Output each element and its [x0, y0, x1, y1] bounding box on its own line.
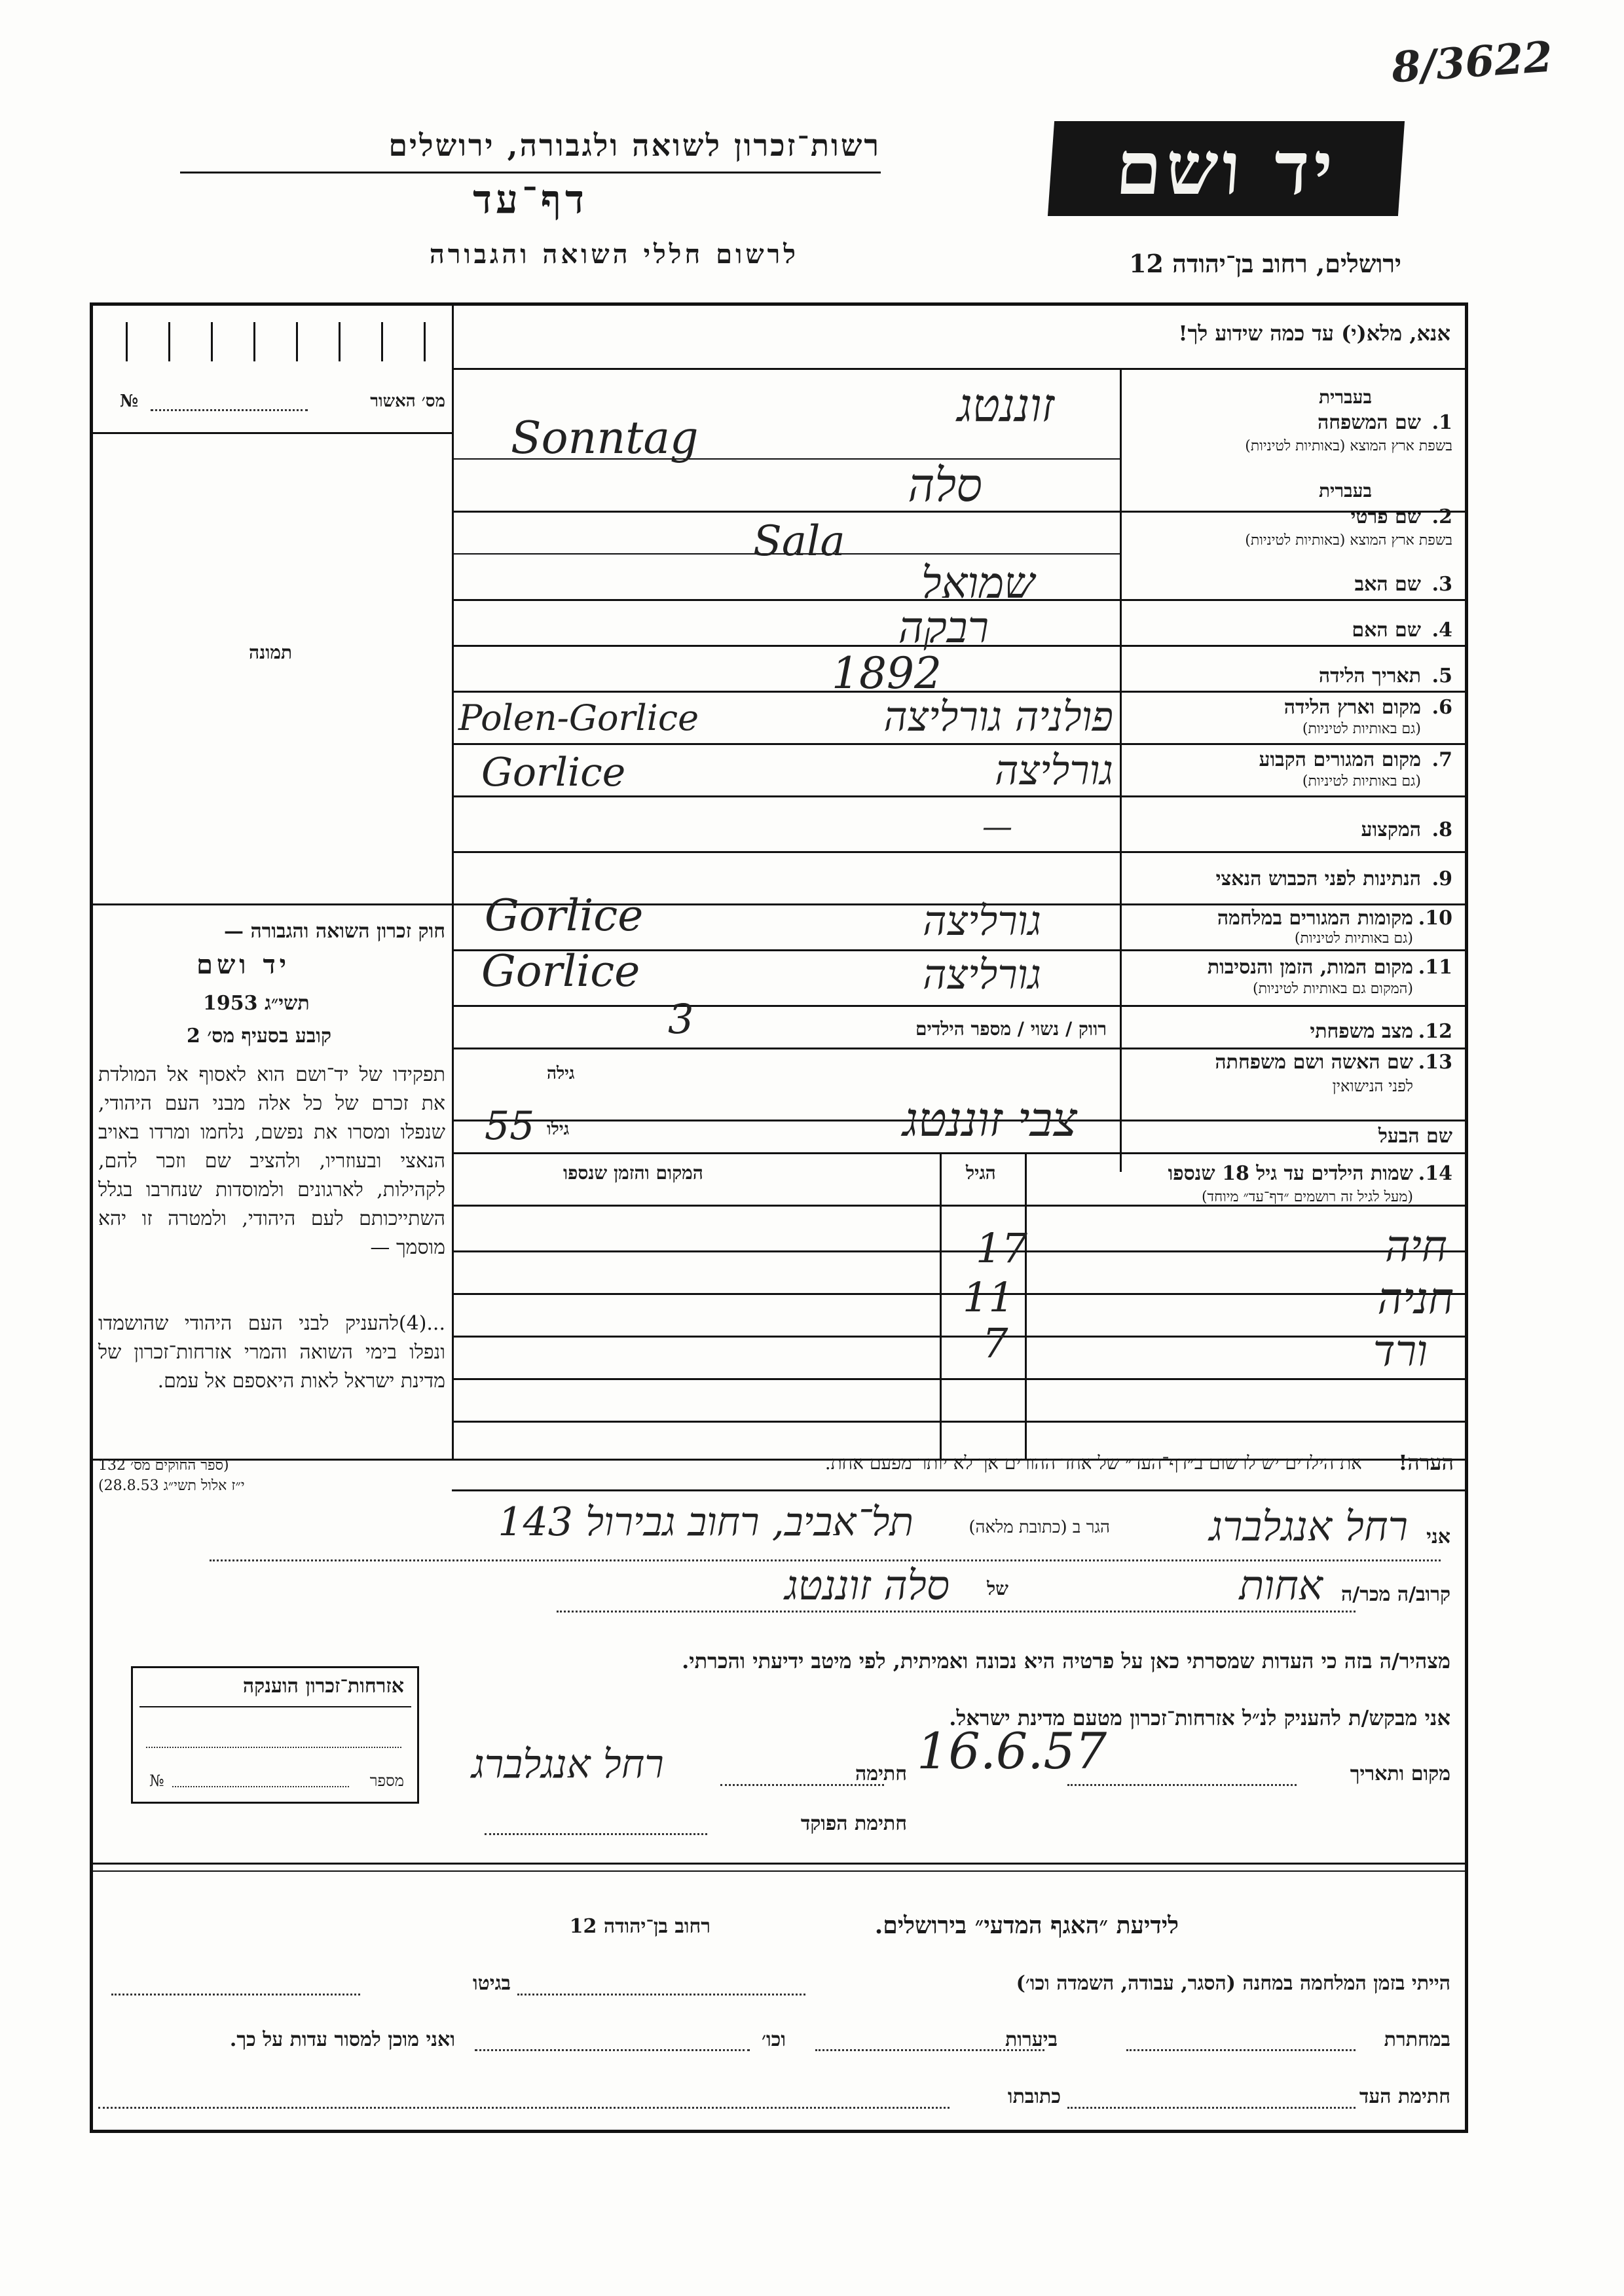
footer-separator [92, 1863, 1467, 1865]
form-subtitle: לרשום חללי השואה והגבורה [429, 239, 799, 270]
yad-vashem-logo [1048, 121, 1405, 216]
citizenship-box-no: № [149, 1772, 164, 1790]
husband-age-label: גילו [547, 1120, 570, 1139]
row-line [452, 1336, 1467, 1338]
field-1-note: בשפת ארץ המוצא (באותיות לטיניות) [1245, 438, 1452, 454]
children-table-divider [940, 1152, 942, 1460]
field-6-note: (גם באותיות לטיניות) [1302, 721, 1421, 737]
field-8-value[interactable]: — [982, 809, 1012, 844]
divider [92, 903, 453, 905]
citizenship-box [131, 1666, 419, 1804]
row-line [452, 1005, 1467, 1007]
law-logo: יד ושם [196, 949, 291, 980]
field-2-label: שם פרטי [1350, 505, 1421, 528]
footer-title: לידיעת ״האגף המדעי״ בירושלים. [874, 1912, 1179, 1939]
left-column-divider [452, 302, 454, 1459]
divider [92, 432, 453, 434]
of-label: של [987, 1578, 1008, 1599]
footer-separator [92, 1870, 1467, 1872]
row-line [452, 795, 1467, 797]
tick-boxes [93, 306, 450, 378]
citizenship-box-number: מספר [369, 1772, 404, 1790]
row-line [452, 1489, 1467, 1491]
officer-signature-line [485, 1833, 707, 1835]
field-11-number: 11. [1418, 956, 1452, 979]
children-label: שמות הילדים עד גיל 18 שנספו [1168, 1162, 1413, 1185]
witness-address-field[interactable] [98, 2107, 950, 2109]
etc-field[interactable] [475, 2049, 750, 2051]
child-3-age[interactable]: 7 [982, 1319, 1008, 1367]
law-citation-1: (ספר החוקים מס׳ 132 [98, 1457, 229, 1474]
camp-field[interactable] [517, 1994, 805, 1995]
field-11-label: מקום המות, הזמן והנסיבות [1207, 956, 1413, 979]
declarant-name[interactable]: רחל אנגלברג [1209, 1503, 1408, 1550]
signature-label: חתימה [855, 1762, 907, 1785]
field-5-number: 5. [1431, 665, 1452, 687]
signature-value[interactable]: רחל אנגלברג [471, 1741, 664, 1787]
child-2-name[interactable]: חניה [1377, 1273, 1454, 1324]
children-number: 14. [1418, 1162, 1452, 1185]
relation-line [557, 1611, 1356, 1613]
place-date-line [1067, 1784, 1297, 1786]
field-10-label: מקומות המגורים במלחמה [1217, 907, 1413, 930]
address-value[interactable]: תל־אביב, רחוב גבירול 143 [498, 1499, 913, 1545]
resides-label: הגר ב (כתובת מלאה) [969, 1518, 1110, 1537]
row-line [452, 1250, 1467, 1252]
field-2-value-hebrew[interactable]: סלה [908, 458, 982, 512]
footer-line1-a: הייתי בזמן המלחמה במחנה (הסגר, עבודה, השמדה וכו׳) [1016, 1972, 1450, 1995]
husband-value[interactable]: צבי זוננטג [902, 1092, 1077, 1147]
photo-label: תמונה [249, 642, 293, 663]
signature-line [720, 1784, 884, 1786]
row-line [452, 1378, 1467, 1380]
field-2-value-latin[interactable]: Sala [753, 517, 845, 566]
children-note: (מעל לגיל זה רושמים ״דף־עד״ מיוחד) [1201, 1189, 1413, 1205]
logo-text: יד ושם [1113, 126, 1340, 211]
field-9-number: 9. [1431, 867, 1452, 890]
law-body: תפקידו של יד־ושם הוא לאסוף אל המולדת את זכרם של כל אלה מבני העם היהודי, שנפלו ומסרו את נפשם, נלחמו ומרדו באויב הנאצי ובעוזריו, ולהציב שם וזכר להם, לקהילות, לארגונים ולמוסדות שנחרבו בגלל השתייכותם לעם היהודי, ולמטרה זו יהא מוסמך — [98, 1063, 445, 1259]
archive-number: 8/3622 [1390, 32, 1555, 93]
footer-line2-d: ואני מוכן למסור עדות על כך. [229, 2028, 455, 2051]
form-instruction: אנא, מלא(י) עד כמה שידוע לך! [1178, 321, 1450, 346]
footer-line2-a: במחתרת [1384, 2028, 1450, 2051]
field-1-label: שם המשפחה [1317, 411, 1421, 434]
field-7-value-latin[interactable]: Gorlice [481, 750, 626, 795]
forests-field[interactable] [815, 2049, 1044, 2051]
law-clause: ...(4)להעניק לבני העם היהודי שהושמדו ונפלו בימי השואה והמרי אזרחות־זכרון של מדינת ישראל לאות היאספם אל עמם. [98, 1312, 445, 1393]
authority-line: רשות־זכרון לשואה ולגבורה, ירושלים [388, 128, 881, 163]
footer-line3-b: כתובתו [1007, 2085, 1061, 2108]
divider [452, 368, 1467, 370]
place-date-label: מקום ותאריך [1350, 1762, 1450, 1785]
law-title: חוק זכרון השואה והגבורה — [224, 920, 445, 943]
field-2-hebrew-header: בעברית [1318, 480, 1372, 501]
relative-label: קרוב/ה מכר/ה [1341, 1583, 1450, 1606]
field-11-value-hebrew[interactable]: גורליצה [923, 951, 1041, 998]
row-line [452, 1421, 1467, 1423]
field-8-label: המקצוע [1361, 818, 1421, 841]
field-13-number: 13. [1418, 1051, 1452, 1074]
law-year: תשי״ג 1953 [203, 992, 310, 1015]
footer-line1-b: בגיטו [472, 1972, 511, 1995]
field-1-value-latin[interactable]: Sonntag [511, 412, 699, 464]
field-13-note: לפני הנישואין [1332, 1077, 1413, 1095]
field-5-label: תאריך הלידה [1318, 665, 1421, 687]
field-3-label: שם האב [1354, 573, 1421, 596]
citizenship-box-title: אזרחות־זכרון הוענקה [242, 1675, 404, 1698]
declaration-i-label: אני [1426, 1525, 1450, 1548]
officer-signature-label: חתימת הפוקד [800, 1812, 907, 1835]
field-1-hebrew-header: בעברית [1318, 386, 1372, 408]
relation-value[interactable]: אחות [1239, 1561, 1323, 1609]
children-place-header: המקום והזמן שנספו [563, 1162, 703, 1184]
law-section: קובע בסעיף מס׳ 2 [187, 1025, 332, 1048]
field-1-value-hebrew[interactable]: זוננטג [957, 378, 1054, 432]
field-6-value-latin[interactable]: Polen-Gorlice [458, 697, 699, 738]
field-11-value-latin[interactable]: Gorlice [481, 946, 640, 996]
field-4-value[interactable]: רבקה [898, 602, 989, 653]
husband-label: שם הבעל [1378, 1125, 1452, 1148]
note-text: את הילדים יש לרשום ב״דף־העד״ של אחד ההורים אך לא יותר מפעם אחת. [824, 1452, 1362, 1474]
field-6-label: מקום וארץ הלידה [1283, 696, 1421, 719]
child-2-age[interactable]: 11 [963, 1273, 1014, 1321]
law-citation-2: י״ז אלול תשי״ג 28.8.53) [98, 1478, 245, 1494]
form-title: דף־עד [473, 177, 588, 223]
footer-line2-c: וכו׳ [762, 2028, 786, 2051]
field-12-label: מצב משפחתי [1310, 1020, 1413, 1043]
approval-no-sign: № [120, 392, 139, 411]
label-column-divider [1120, 370, 1122, 1172]
authority-underline [180, 172, 881, 173]
field-5-value[interactable]: 1892 [832, 648, 942, 699]
field-10-note: (גם באותיות לטיניות) [1294, 930, 1413, 947]
row-line [452, 1048, 1467, 1049]
field-13-label: שם האשה ושם משפחתה [1215, 1051, 1413, 1074]
marital-status-options: רווק / נשוי / מספר הילדים [915, 1018, 1107, 1040]
children-count-value[interactable]: 3 [668, 995, 694, 1043]
field-2-note: בשפת ארץ המוצא (באותיות לטיניות) [1245, 532, 1452, 549]
field-2-number: 2. [1431, 505, 1452, 528]
field-8-number: 8. [1431, 818, 1452, 841]
of-value[interactable]: סלה זוננטג [784, 1561, 950, 1609]
row-line [452, 1152, 1467, 1154]
field-4-label: שם האם [1352, 619, 1421, 642]
row-line [452, 1293, 1467, 1295]
children-age-header: הגיל [966, 1162, 996, 1184]
field-3-number: 3. [1431, 573, 1452, 596]
footer-address: רחוב בן־יהודה 12 [569, 1915, 710, 1938]
footer-line3-a: חתימת העד [1359, 2085, 1450, 2108]
field-10-value-hebrew[interactable]: גורליצה [923, 897, 1041, 945]
husband-age[interactable]: 55 [485, 1103, 535, 1149]
field-10-number: 10. [1418, 907, 1452, 930]
ghetto-field[interactable] [111, 1994, 360, 1995]
underground-field[interactable] [1126, 2049, 1356, 2051]
field-3-value[interactable]: שמואל [921, 558, 1035, 608]
field-7-note: (גם באותיות לטיניות) [1302, 773, 1421, 790]
field-7-value-hebrew[interactable]: גורליצה [995, 746, 1113, 794]
field-6-value-hebrew[interactable]: פולניה גורליצה [883, 693, 1113, 740]
child-3-name[interactable]: ורד [1373, 1326, 1428, 1376]
children-table-divider [1025, 1152, 1027, 1460]
child-1-age[interactable]: 17 [976, 1224, 1027, 1272]
field-9-label: הנתינות לפני הכבוש הנאצי [1215, 867, 1421, 890]
footer-line2-b: ביערות [1005, 2028, 1058, 2051]
field-12-number: 12. [1418, 1020, 1452, 1043]
approval-field[interactable] [151, 409, 308, 411]
wife-age-label: גילה [547, 1064, 575, 1084]
field-7-number: 7. [1431, 748, 1452, 771]
date-value[interactable]: 16.6.57 [917, 1722, 1107, 1780]
field-10-value-latin[interactable]: Gorlice [485, 890, 644, 941]
approval-label: מס׳ האשור [370, 392, 445, 411]
row-line [452, 743, 1467, 745]
row-line [452, 851, 1467, 853]
declaration-statement: מצהיר/ה בזה כי העדות שמסרתי כאן על פרטיה היא נכונה ואמיתית, לפי מיטב ידיעתי והכרתי. [682, 1649, 1450, 1673]
note-label: הערה! [1398, 1450, 1454, 1475]
declaration-request: אני מבקש/ת להעניק לנ״ל אזרחות־זכרון מטעם מדינת ישראל. [949, 1705, 1450, 1730]
field-6-number: 6. [1431, 696, 1452, 719]
field-7-label: מקום המגורים הקבוע [1259, 748, 1421, 771]
field-11-note: (המקום גם באותיות לטיניות) [1253, 981, 1413, 997]
field-1-number: 1. [1431, 411, 1452, 434]
witness-signature-field[interactable] [1067, 2107, 1356, 2109]
field-4-number: 4. [1431, 619, 1452, 642]
header-address: ירושלים, רחוב בן־יהודה 12 [1129, 249, 1401, 278]
child-1-name[interactable]: חיה [1384, 1221, 1447, 1271]
